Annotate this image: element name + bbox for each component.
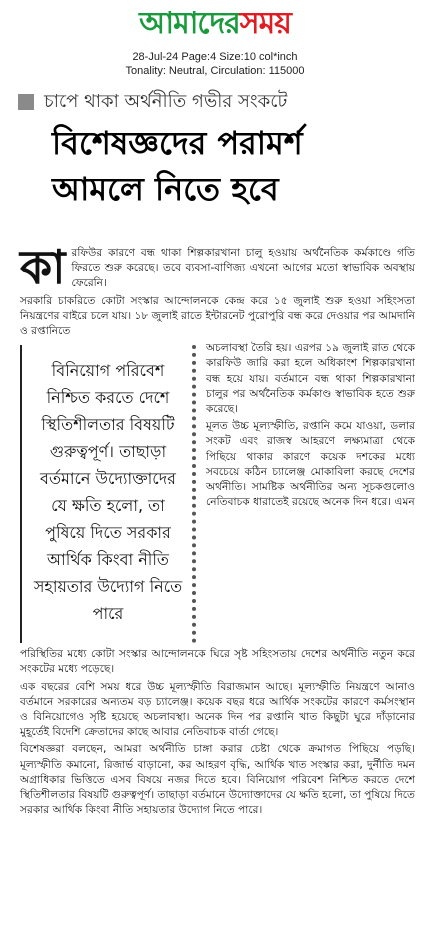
masthead: [0, 0, 430, 50]
meta-date-page-size: 28-Jul-24 Page:4 Size:10 col*inch: [132, 51, 298, 63]
headline-line-1: বিশেষজ্ঞদের পরামর্শ: [52, 124, 303, 162]
newspaper-logo: [0, 2, 430, 46]
paragraph-1: [20, 240, 415, 294]
square-bullet-icon: [18, 94, 34, 110]
paragraph-5: বিশেষজ্ঞরা বলছেন, আমরা অর্থনীতি চাঙ্গা করার চেষ্টা থেকে ক্রমাগত পিছিয়ে পড়ছি। মূল্যস্ফীতি কমানো, রিজার্ভ বাড়ানো, কর আহরণ বৃদ্ধি, আর্থিক খাত সংস্কার করা, দুর্নীতি দমন অগ্রাধিকার ভিত্তিতে এসব বিষয়ে নজর দিতে হবে। বিনিয়োগ পরিবেশ নিশ্চিত করতে দেশে স্থিতিশীলতার বিষয়টি গুরুত্বপূর্ণ। তাছাড়া বর্তমানে উদ্যোক্তাদের যে ক্ষতি হলো, তা পুষিয়ে দিতে সরকার আর্থিক কিংবা নীতি সহায়তার উদ্যোগ নিতে পারে।: [20, 743, 415, 817]
headline: [52, 120, 430, 212]
clipping-meta: [0, 50, 430, 78]
logo-green-part: আমাদের: [139, 6, 240, 41]
pullquote-section: [20, 341, 415, 647]
kicker: [18, 90, 430, 114]
dropcap: কা: [20, 240, 66, 294]
paragraph-1-text: রফিউর কারণে বন্ধ থাকা শিল্পকারখানা চালু হওয়ায় অর্থনৈতিক কর্মকাণ্ডে গতি ফিরতে শুরু করেছে। তবে ব্যবসা-বাণিজ্য এখনো আগের মতো স্বাভাবিক অবস্থায় ফেরেনি।: [71, 247, 415, 290]
paragraph-3: মূলত উচ্চ মূল্যস্ফীতি, রপ্তানি কমে যাওয়া, ডলার সংকট এবং রাজস্ব আহরণে লক্ষ্যমাত্রা থেকে পিছিয়ে থাকার কারণে কয়েক দশকের মধ্যে সবচেয়ে কঠিন চ্যালেঞ্জ মোকাবিলা করছে দেশের অর্থনীতি। সামষ্টিক অর্থনীতির অন্য সূচকগুলোও নেতিবাচক ধারাতেই রয়েছে অনেক দিন ধরে। এমন: [206, 420, 415, 509]
paragraph-3-continued: পরিস্থিতির মধ্যে কোটা সংস্কার আন্দোলনকে ঘিরে সৃষ্ট সহিংসতায় দেশের অর্থনীতি নতুন করে সংকটের মধ্যে পড়েছে।: [20, 648, 415, 676]
article-body: [20, 240, 415, 820]
paragraph-2: সরকারি চাকরিতে কোটা সংস্কার আন্দোলনকে কেন্দ্র করে ১৫ জুলাই শুরু হওয়া সহিংসতা নিয়ন্ত্রণের বাইরে চলে যায়। ১৮ জুলাই রাতে ইন্টারনেট পুরোপুরি বন্ধ করে দেওয়ার পর আমদানি ও রপ্তানিতে: [20, 294, 415, 338]
logo-red-part: সময়: [239, 6, 291, 41]
kicker-text: চাপে থাকা অর্থনীতি গভীর সংকটে: [44, 91, 288, 112]
meta-tonality-circulation: Tonality: Neutral, Circulation: 115000: [125, 65, 305, 77]
paragraph-2-continued: অচলাবস্থা তৈরি হয়। এরপর ১৯ জুলাই রাত থেকে কারফিউ জারি করা হলে অধিকাংশ শিল্পকারখানা বন্ধ হয়ে যায়। বর্তমানে বন্ধ থাকা শিল্পকারখানা চালুর পর অর্থনৈতিক কর্মকাণ্ড স্বাভাবিক হতে শুরু করেছে।: [206, 342, 415, 416]
pullquote: বিনিয়োগ পরিবেশ নিশ্চিত করতে দেশে স্থিতিশীলতার বিষয়টি গুরুত্বপূর্ণ। তাছাড়া বর্তমানে উদ্যোক্তাদের যে ক্ষতি হলো, তা পুষিয়ে দিতে সরকার আর্থিক কিংবা নীতি সহায়তার উদ্যোগ নিতে পারে: [20, 345, 196, 643]
headline-line-2: আমলে নিতে হবে: [52, 170, 279, 208]
paragraph-4: এক বছরের বেশি সময় ধরে উচ্চ মূল্যস্ফীতি বিরাজমান আছে। মূল্যস্ফীতি নিয়ন্ত্রণে আনাও বর্তমানে সরকারের অন্যতম বড় চ্যালেঞ্জ। কয়েক বছর ধরে আর্থিক সংকটের কারণে কর্মসংস্থান ও বিনিয়োগেও সৃষ্টি হয়েছে অচলাবস্থা। অনেক দিন পর রপ্তানি খাত কিছুটা ঘুরে দাঁড়ানোর মুহূর্তেই বিদেশি ক্রেতাদের কাছে আবার নেতিবাচক বার্তা গেছে।: [20, 680, 415, 739]
